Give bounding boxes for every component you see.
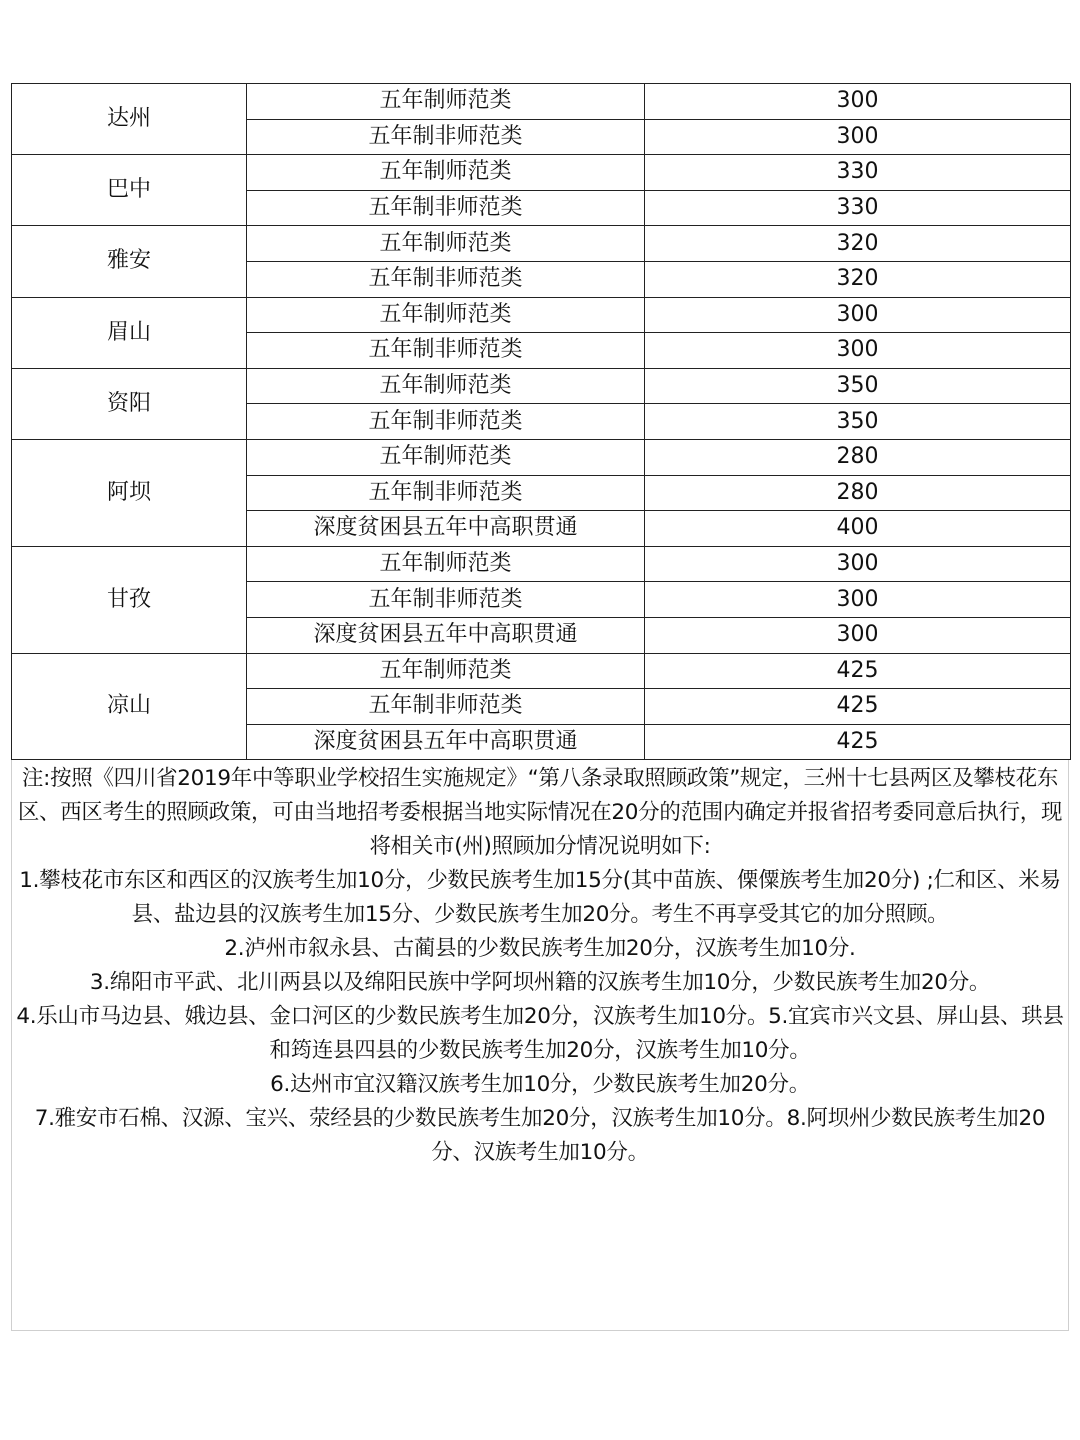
score-cell: 280 [645, 475, 1071, 511]
score-cell: 300 [645, 119, 1071, 155]
score-cell: 330 [645, 190, 1071, 226]
table-row [12, 84, 1071, 120]
category-cell: 五年制师范类 [247, 84, 645, 120]
region-cell: 雅安 [12, 226, 247, 297]
region-cell: 凉山 [12, 653, 247, 760]
region-cell: 甘孜 [12, 546, 247, 653]
category-cell: 深度贫困县五年中高职贯通 [247, 724, 645, 760]
note-paragraph: 注:按照《四川省2019年中等职业学校招生实施规定》“第八条录取照顾政策”规定，三州十七县两区及攀枝花东区、西区考生的照顾政策，可由当地招考委根据当地实际情况在20分的范围内确定并报省招考委同意后执行，现将相关市(州)照顾加分情况说明如下: [17, 766, 1063, 859]
table-row [12, 297, 1071, 333]
score-table-body [12, 84, 1071, 760]
category-cell: 五年制师范类 [247, 297, 645, 333]
score-cell: 350 [645, 404, 1071, 440]
region-cell: 达州 [12, 84, 247, 155]
category-cell: 五年制师范类 [247, 653, 645, 689]
score-cell: 425 [645, 653, 1071, 689]
note-paragraph: 4.乐山市马边县、娥边县、金口河区的少数民族考生加20分，汉族考生加10分。5.宜宾市兴文县、屏山县、珙县和筠连县四县的少数民族考生加20分，汉族考生加10分。 [16, 1004, 1064, 1063]
category-cell: 五年制非师范类 [247, 404, 645, 440]
note-paragraph: 1.攀枝花市东区和西区的汉族考生加10分，少数民族考生加15分(其中苗族、傈僳族考生加20分) ;仁和区、米易县、盐边县的汉族考生加15分、少数民族考生加20分。考生不再享受其它的加分照顾。 [19, 868, 1061, 927]
region-cell: 阿坝 [12, 439, 247, 546]
score-cell: 330 [645, 155, 1071, 191]
score-cell: 425 [645, 689, 1071, 725]
category-cell: 深度贫困县五年中高职贯通 [247, 617, 645, 653]
score-cell: 400 [645, 511, 1071, 547]
score-cell: 350 [645, 368, 1071, 404]
category-cell: 五年制非师范类 [247, 190, 645, 226]
score-cell: 300 [645, 546, 1071, 582]
note-paragraph: 3.绵阳市平武、北川两县以及绵阳民族中学阿坝州籍的汉族考生加10分，少数民族考生加20分。 [89, 970, 991, 995]
category-cell: 深度贫困县五年中高职贯通 [247, 511, 645, 547]
score-cell: 280 [645, 439, 1071, 475]
category-cell: 五年制师范类 [247, 439, 645, 475]
category-cell: 五年制师范类 [247, 155, 645, 191]
region-cell: 眉山 [12, 297, 247, 368]
category-cell: 五年制非师范类 [247, 119, 645, 155]
category-cell: 五年制师范类 [247, 226, 645, 262]
score-cell: 425 [645, 724, 1071, 760]
table-row [12, 155, 1071, 191]
category-cell: 五年制非师范类 [247, 333, 645, 369]
note-paragraph: 6.达州市宜汉籍汉族考生加10分，少数民族考生加20分。 [270, 1072, 810, 1097]
region-cell: 巴中 [12, 155, 247, 226]
score-cell: 300 [645, 333, 1071, 369]
policy-note [11, 760, 1069, 1331]
table-row [12, 226, 1071, 262]
score-cell: 300 [645, 617, 1071, 653]
table-row [12, 368, 1071, 404]
score-cell: 320 [645, 226, 1071, 262]
score-cell: 320 [645, 261, 1071, 297]
score-cell: 300 [645, 297, 1071, 333]
note-paragraph: 2.泸州市叙永县、古蔺县的少数民族考生加20分，汉族考生加10分. [224, 936, 856, 961]
category-cell: 五年制非师范类 [247, 261, 645, 297]
category-cell: 五年制师范类 [247, 546, 645, 582]
category-cell: 五年制师范类 [247, 368, 645, 404]
table-row [12, 439, 1071, 475]
category-cell: 五年制非师范类 [247, 475, 645, 511]
table-row [12, 653, 1071, 689]
table-row [12, 546, 1071, 582]
score-cell: 300 [645, 582, 1071, 618]
note-paragraph: 7.雅安市石棉、汉源、宝兴、荥经县的少数民族考生加20分，汉族考生加10分。8.阿坝州少数民族考生加20分、汉族考生加10分。 [34, 1106, 1046, 1165]
category-cell: 五年制非师范类 [247, 582, 645, 618]
score-table [11, 83, 1071, 760]
category-cell: 五年制非师范类 [247, 689, 645, 725]
score-cell: 300 [645, 84, 1071, 120]
region-cell: 资阳 [12, 368, 247, 439]
